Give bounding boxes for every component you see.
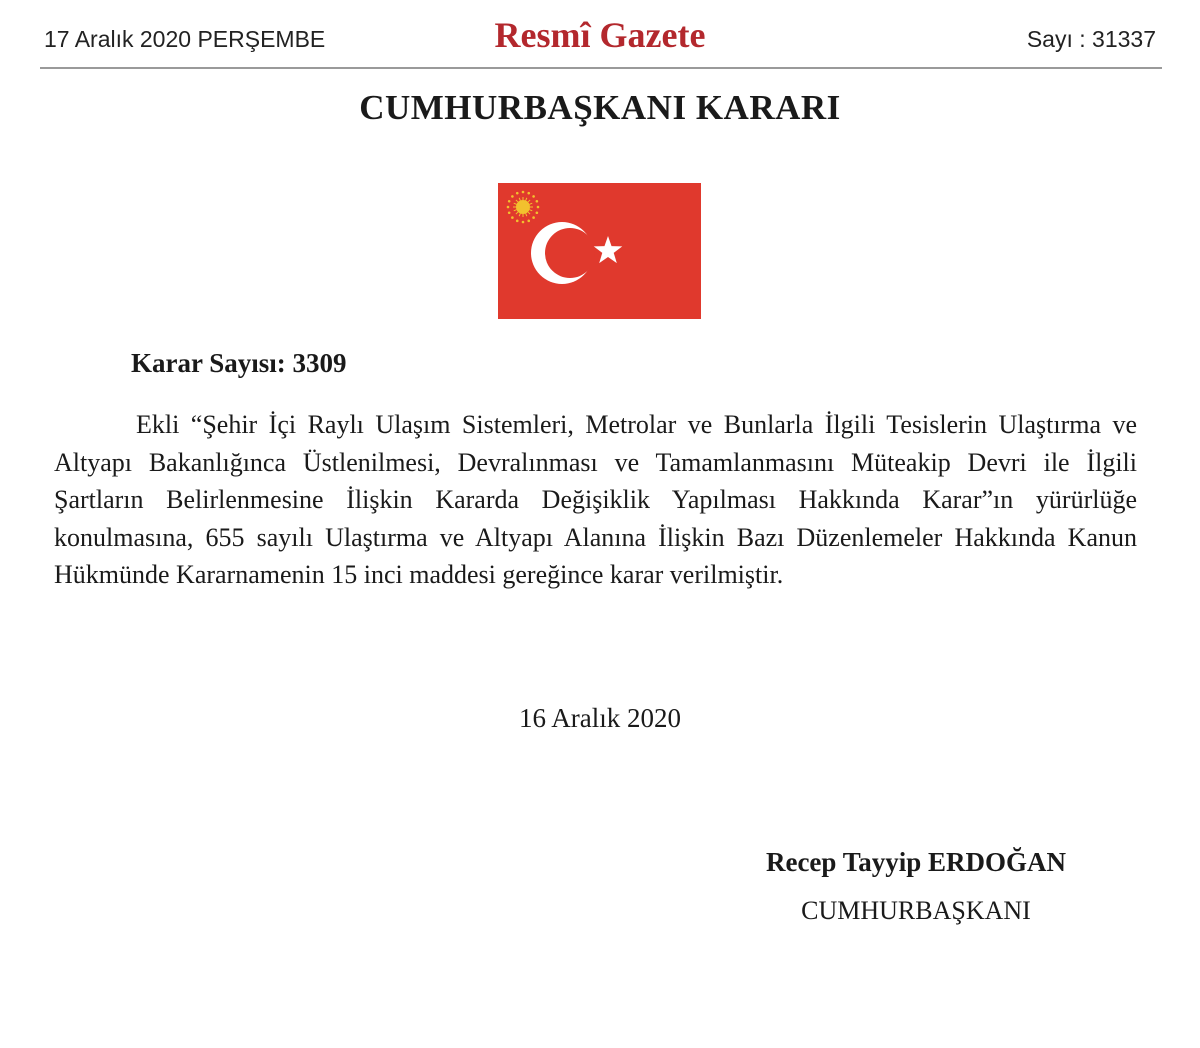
seal-star	[511, 195, 514, 198]
seal-star	[522, 221, 525, 224]
decision-number: Karar Sayısı: 3309	[131, 348, 347, 378]
issue-number: Sayı : 31337	[1026, 26, 1156, 52]
seal-star	[508, 211, 511, 214]
signatory-name: Recep Tayyip ERDOĞAN	[765, 847, 1067, 877]
decree-date: 16 Aralık 2020	[519, 703, 681, 733]
seal-star	[532, 216, 535, 219]
seal-star	[527, 220, 530, 223]
seal-star	[507, 206, 510, 209]
decree-body: Ekli “Şehir İçi Raylı Ulaşım Sistemleri, Metrolar ve Bunlarla İlgili Tesislerin Ulaştırma ve Altyapı Bakanlığınca Üstlenilmesi, Devralınması ve Tamamlanmasını Müteakip Devri ile İlgili Şartların Belirlenmesine İlişkin Kararda Değişiklik Yapılması Hakkında Karar”ın yürürlüğe konulmasına, 655 sayılı Ulaştırma ve Altyapı Alanına İlişkin Bazı Düzenlemeler Hakkında Kanun Hükmünde Kararnamenin 15 inci maddesi gereğince karar verilmiştir.	[54, 410, 1137, 589]
seal-star	[532, 195, 535, 198]
decree-heading: CUMHURBAŞKANI KARARI	[359, 88, 841, 127]
signatory-title: CUMHURBAŞKANI	[801, 896, 1031, 925]
seal-star	[536, 211, 539, 214]
seal-star	[508, 200, 511, 203]
seal-star	[516, 192, 519, 195]
header-divider	[40, 67, 1162, 69]
publication-date: 17 Aralık 2020 PERŞEMBE	[44, 26, 326, 52]
seal-star	[516, 220, 519, 223]
turkish-flag-with-presidential-seal-icon	[498, 183, 701, 319]
seal-star	[527, 192, 530, 195]
gazette-title: Resmî Gazete	[494, 15, 706, 55]
seal-star	[536, 200, 539, 203]
seal-star	[511, 216, 514, 219]
seal-sun	[516, 200, 530, 214]
seal-star	[522, 191, 525, 194]
seal-star	[537, 206, 540, 209]
crescent-inner	[545, 228, 595, 278]
